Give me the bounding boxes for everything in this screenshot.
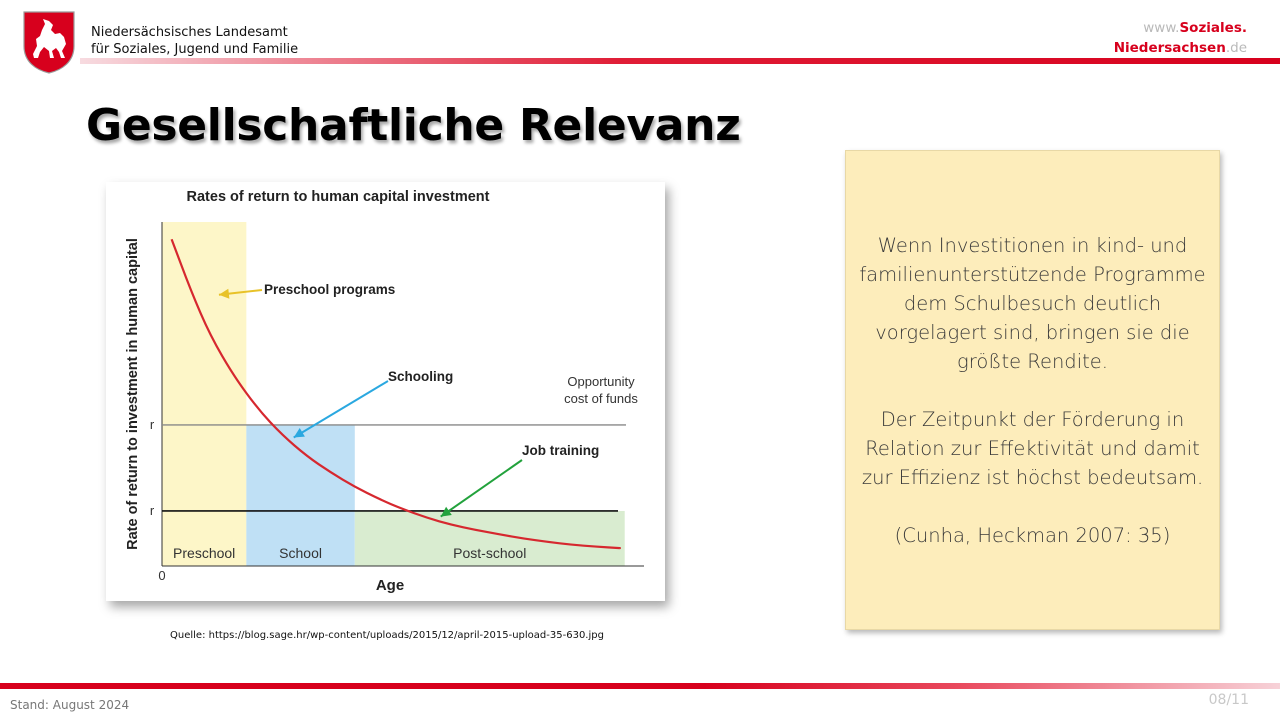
- org-line-2: für Soziales, Jugend und Familie: [91, 42, 299, 57]
- human-capital-chart: [106, 182, 665, 601]
- note-paragraph-2: Der Zeitpunkt der Förderung in Relation zur Effektivität und damit zur Effizienz ist höchst bedeutsam.: [861, 407, 1204, 489]
- annotation-cost-of-funds: cost of funds: [564, 391, 638, 406]
- brand-www: www.: [1143, 20, 1180, 36]
- lower-saxony-coat-of-arms-logo: [22, 10, 76, 74]
- brand-niedersachsen: Niedersachsen: [1113, 40, 1226, 56]
- arrow-job-training: [441, 460, 522, 517]
- y-tick-r-lower: r: [149, 502, 155, 518]
- note-citation: (Cunha, Heckman 2007: 35): [894, 523, 1171, 547]
- annotation-preschool-programs: Preschool programs: [264, 282, 396, 297]
- y-axis-label: Rate of return to investment in human capital: [125, 238, 141, 550]
- organization-name: [91, 24, 298, 58]
- annotation-opportunity: Opportunity: [567, 374, 635, 389]
- note-paragraph-1: Wenn Investitionen in kind- und familienunterstützende Programme dem Schulbesuch deutlich vorgelagert sind, bringen sie die größte Rendite.: [859, 233, 1206, 373]
- region-preschool: [162, 222, 246, 566]
- region-label-preschool: Preschool: [173, 545, 236, 561]
- y-tick-r-upper: r: [149, 416, 155, 432]
- annotation-job-training: Job training: [522, 443, 600, 458]
- region-label-school: School: [279, 545, 322, 561]
- header-divider-bar: [80, 58, 1280, 64]
- footer-divider-bar: [0, 683, 1280, 689]
- org-line-1: Niedersächsisches Landesamt: [91, 25, 288, 40]
- page-number: 08/11: [1208, 692, 1249, 708]
- date-stamp: Stand: August 2024: [10, 698, 130, 712]
- annotation-schooling: Schooling: [388, 369, 454, 384]
- brand-wordmark: [1114, 18, 1247, 58]
- slide-title: Gesellschaftliche Relevanz: [86, 100, 741, 151]
- brand-soziales: Soziales.: [1179, 20, 1247, 36]
- chart-card: [106, 182, 665, 601]
- x-origin-tick: 0: [158, 568, 166, 583]
- chart-title: Rates of return to human capital investment: [186, 189, 490, 205]
- quote-note-box: [845, 150, 1220, 630]
- image-source: Quelle: https://blog.sage.hr/wp-content/uploads/2015/12/april-2015-upload-35-630.jpg: [170, 630, 604, 641]
- region-label-post-school: Post-school: [453, 545, 527, 561]
- x-axis-label: Age: [375, 577, 405, 594]
- brand-de: .de: [1225, 40, 1247, 56]
